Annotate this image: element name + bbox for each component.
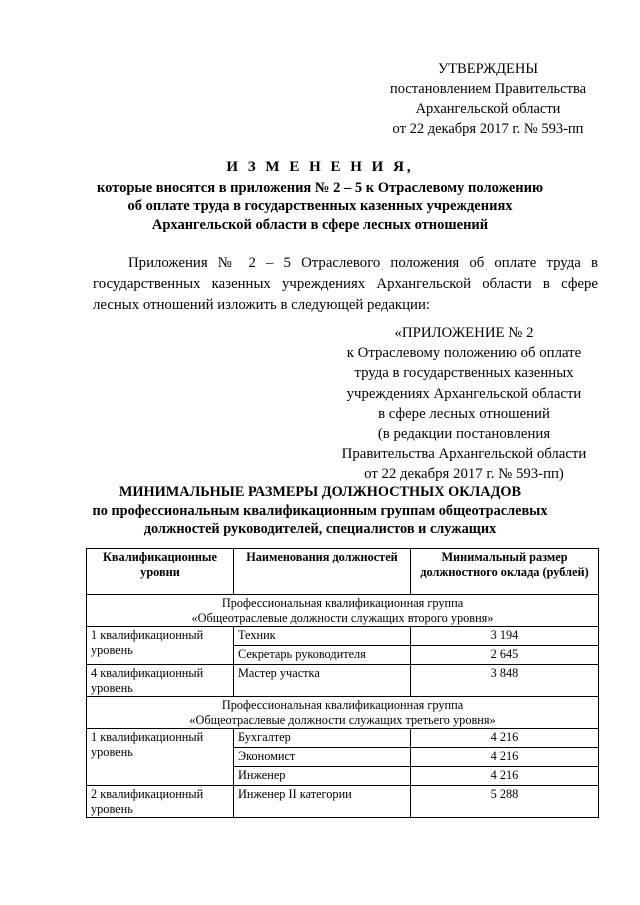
salary-table: [86, 548, 599, 818]
table-header-row: [87, 549, 599, 595]
appendix-line: «ПРИЛОЖЕНИЕ № 2: [394, 325, 534, 341]
salary-cell: 4 216: [411, 748, 599, 767]
heading-line: Архангельской области в сфере лесных отношений: [151, 216, 489, 233]
heading-line: которые вносятся в приложения № 2 – 5 к Отраслевому положению: [96, 179, 544, 196]
level-cell: 1 квалификационный уровень: [87, 627, 234, 665]
group-line: «Общеотраслевые должности служащих третьего уровня»: [189, 713, 496, 727]
table-title-line: по профессиональным квалификационным группам общеотраслевых: [92, 502, 548, 519]
appendix-line: от 22 декабря 2017 г. № 593-пп): [364, 466, 564, 483]
table-title-line: МИНИМАЛЬНЫЕ РАЗМЕРЫ ДОЛЖНОСТНЫХ ОКЛАДОВ: [118, 484, 522, 500]
appendix-line: труда в государственных казенных: [354, 365, 574, 382]
intro-paragraph: [93, 253, 598, 316]
header-position: Наименования должностей: [234, 549, 411, 595]
appendix-line: в сфере лесных отношений: [378, 405, 550, 422]
group-line: Профессиональная квалификационная группа: [221, 596, 464, 610]
appendix-note: [334, 323, 594, 485]
appendix-line: учреждениях Архангельской области: [346, 385, 582, 402]
position-cell: Мастер участка: [234, 665, 411, 697]
position-cell: Инженер II категории: [234, 786, 411, 818]
approved-line: от 22 декабря 2017 г. № 593-пп: [392, 121, 584, 137]
appendix-line: к Отраслевому положению об оплате: [346, 345, 582, 362]
level-cell: 4 квалификационный уровень: [87, 665, 234, 697]
intro-text: Приложения № 2 – 5 Отраслевого положения об оплате труда в государственных казенных учреждениях Архангельской области в сфере лесных отношений изложить в следующей редакции:: [93, 255, 598, 313]
position-cell: Бухгалтер: [234, 729, 411, 748]
group-line: «Общеотраслевые должности служащих второго уровня»: [191, 611, 494, 625]
group-row: [87, 595, 599, 627]
heading-title: И З М Е Н Е Н И Я,: [226, 159, 414, 175]
position-cell: Инженер: [234, 767, 411, 786]
table-title-line: должностей руководителей, специалистов и служащих: [143, 521, 497, 537]
appendix-line: Правительства Архангельской области: [341, 446, 587, 463]
level-cell: 2 квалификационный уровень: [87, 786, 234, 818]
table-row: [87, 786, 599, 818]
salary-cell: 2 645: [411, 646, 599, 665]
group-cell: [87, 595, 599, 627]
table-row: [87, 665, 599, 697]
group-cell: [87, 697, 599, 729]
heading-line: об оплате труда в государственных казенных учреждениях: [127, 198, 513, 214]
salary-cell: 3 848: [411, 665, 599, 697]
position-cell: Секретарь руководителя: [234, 646, 411, 665]
position-cell: Техник: [234, 627, 411, 646]
header-salary: Минимальный размер должностного оклада (рублей): [411, 549, 599, 595]
salary-cell: 3 194: [411, 627, 599, 646]
approved-line: постановлением Правительства: [389, 81, 587, 97]
table-title: [70, 483, 570, 539]
approved-line: Архангельской области: [415, 101, 561, 117]
position-cell: Экономист: [234, 748, 411, 767]
level-cell: 1 квалификационный уровень: [87, 729, 234, 786]
group-row: [87, 697, 599, 729]
group-line: Профессиональная квалификационная группа: [221, 698, 464, 712]
salary-cell: 5 288: [411, 786, 599, 818]
salary-cell: 4 216: [411, 767, 599, 786]
document-heading: [80, 158, 560, 234]
table-row: [87, 729, 599, 748]
approval-stamp: [372, 59, 604, 139]
salary-cell: 4 216: [411, 729, 599, 748]
table-row: [87, 627, 599, 646]
appendix-line: (в редакции постановления: [377, 426, 551, 443]
header-level: Квалификационные уровни: [87, 549, 234, 595]
approved-title: УТВЕРЖДЕНЫ: [437, 61, 539, 77]
